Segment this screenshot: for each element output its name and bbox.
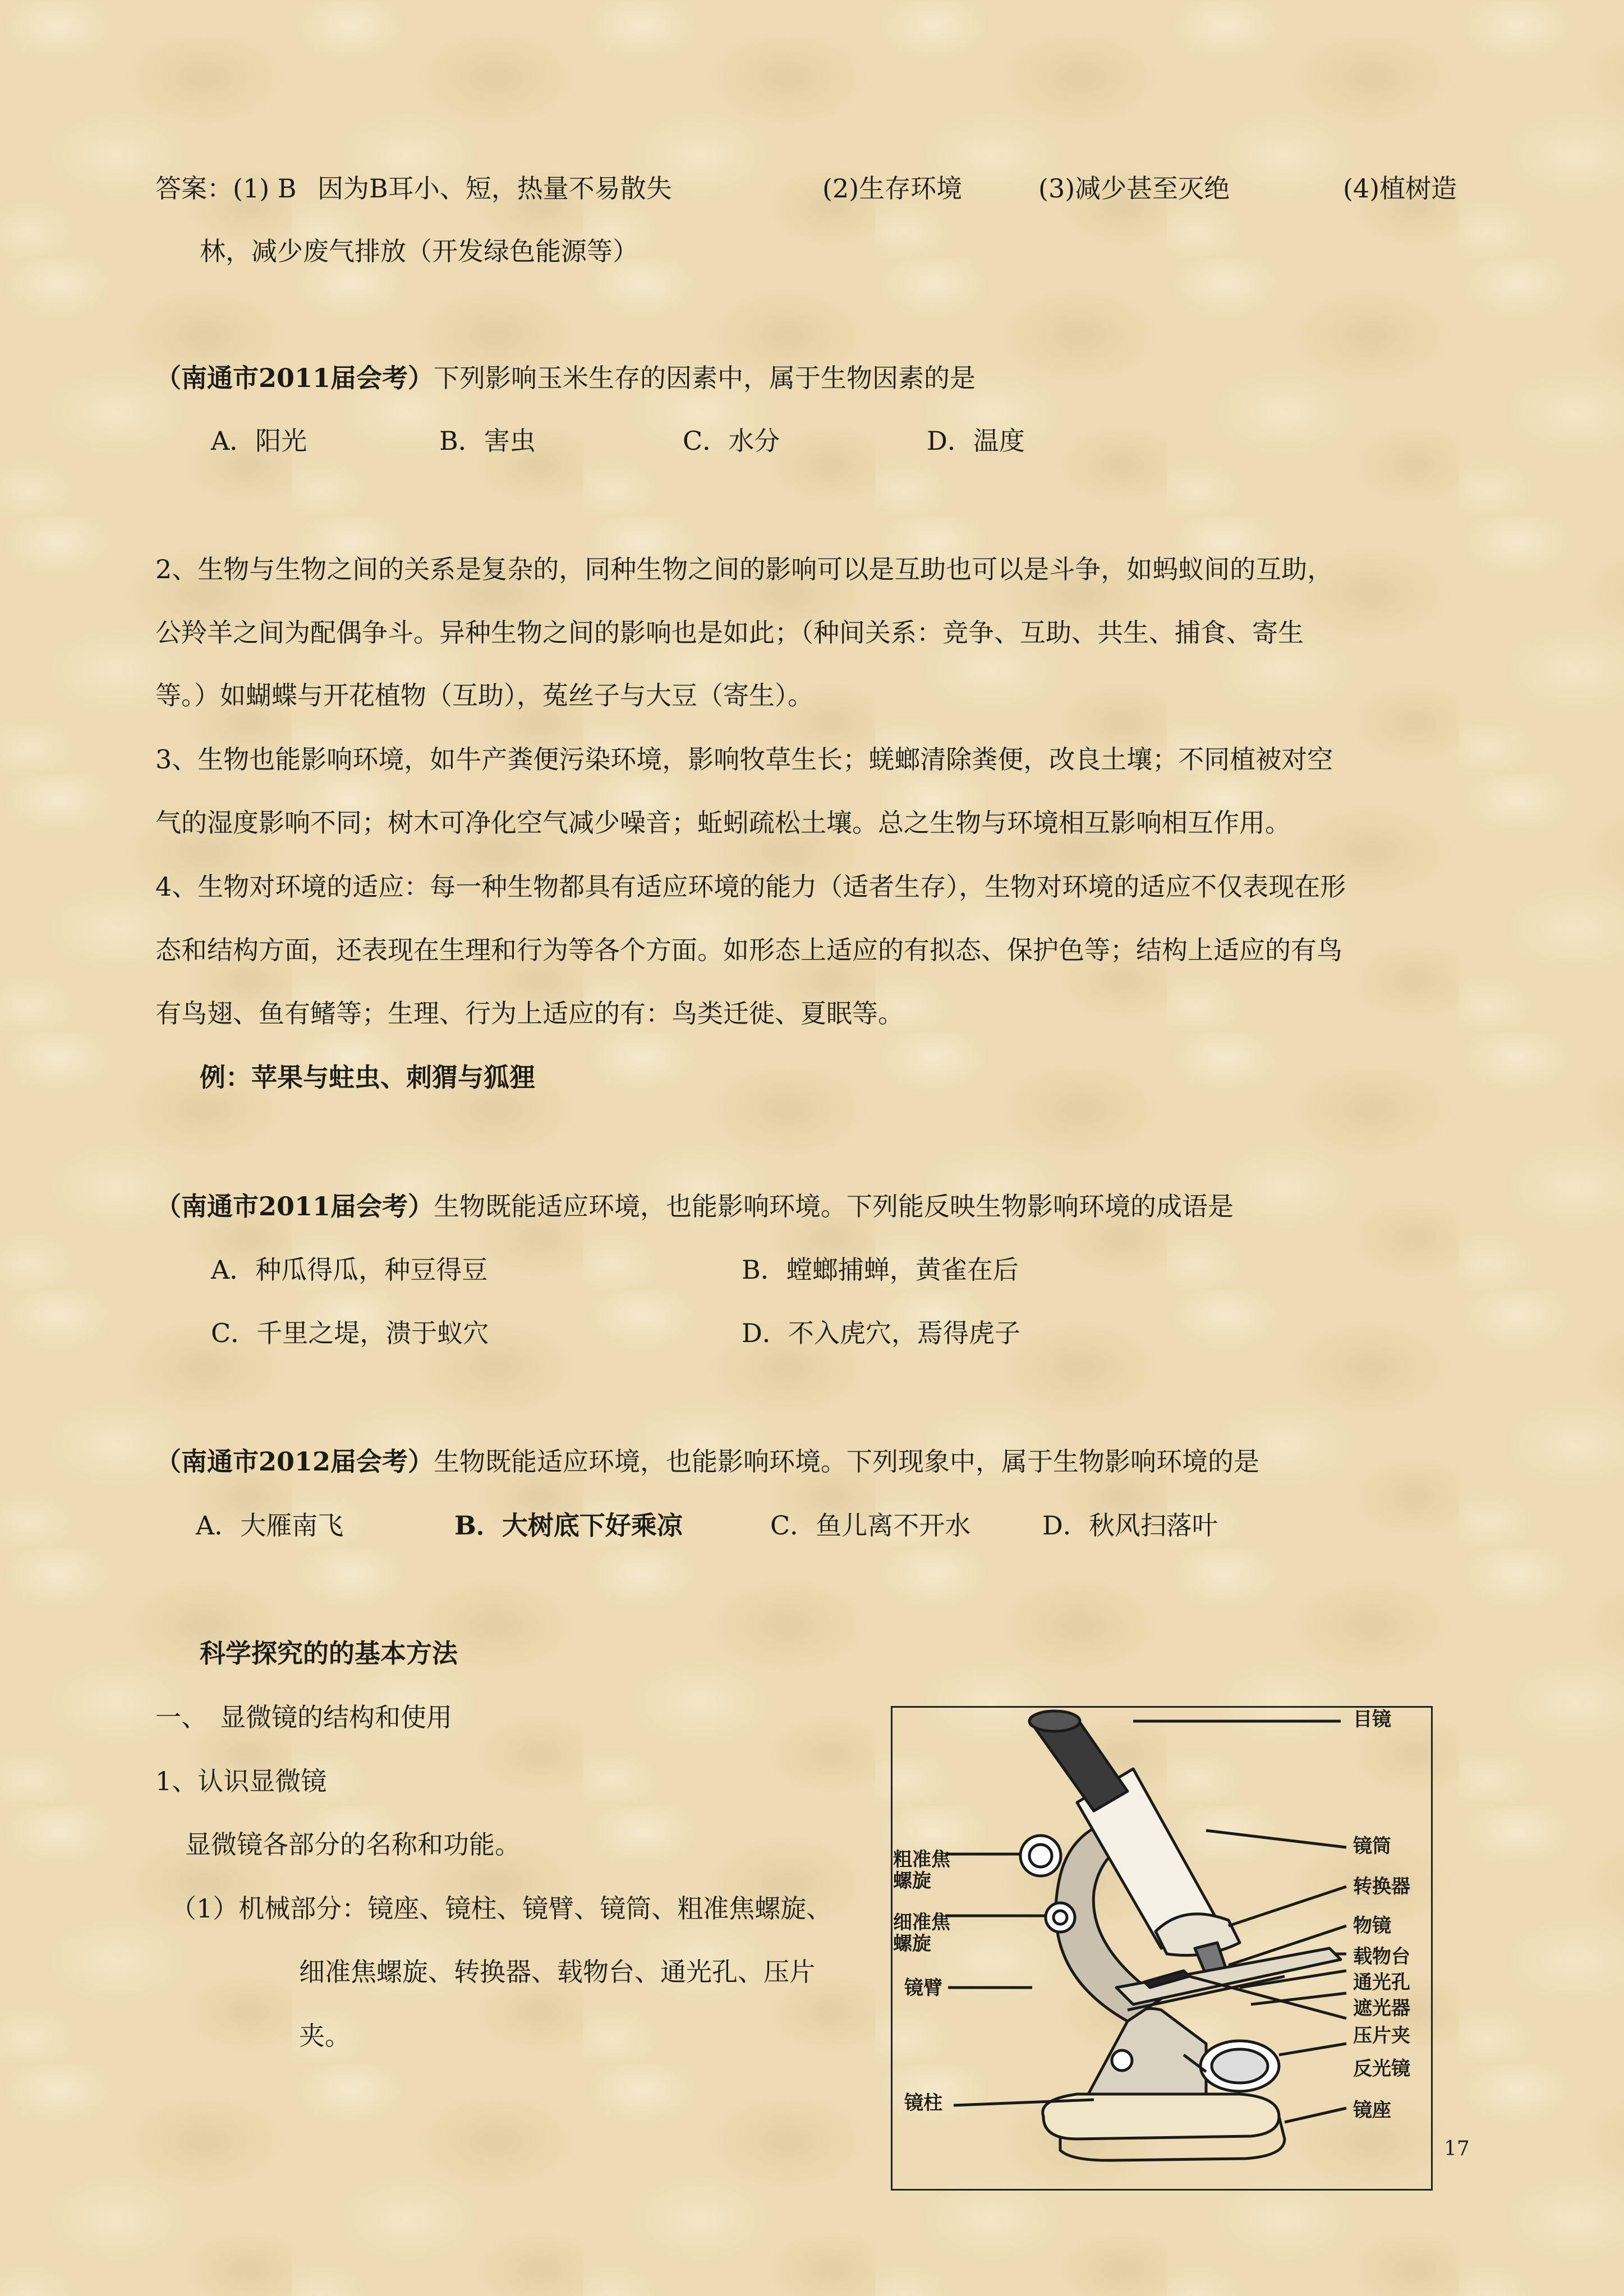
label-converter: 转换器 (1353, 1875, 1410, 1898)
para4-line1: 4、生物对环境的适应：每一种生物都具有适应环境的能力（适者生存），生物对环境的适应不仅表现在形 (155, 872, 1346, 902)
label-pillar: 镜柱 (904, 2092, 942, 2114)
q1-stem: 下列影响玉米生存的因素中，属于生物因素的是 (434, 363, 976, 393)
fine-knob-icon (1046, 1903, 1075, 1932)
subheading-know-microscope: 1、认识显微镜 (155, 1766, 327, 1796)
label-tube: 镜筒 (1353, 1835, 1391, 1857)
mech-line3: 夹。 (299, 2021, 351, 2051)
label-coarse-2: 螺旋 (893, 1870, 931, 1892)
answer-prefix: 答案：(1) B (155, 173, 297, 204)
label-coarse-1: 粗准焦 (893, 1848, 950, 1871)
q1-option-c: C．水分 (683, 426, 780, 456)
q2-source: （南通市2011届会考） (155, 1191, 434, 1221)
label-eyepiece: 目镜 (1353, 1708, 1391, 1731)
para4-line3: 有鸟翅、鱼有鳍等；生理、行为上适应的有：鸟类迁徙、夏眠等。 (155, 998, 904, 1029)
subheading-microscope: 一、 显微镜的结构和使用 (155, 1702, 452, 1732)
coarse-knob-icon (1020, 1836, 1061, 1876)
q2-stem: 生物既能适应环境，也能影响环境。下列能反映生物影响环境的成语是 (434, 1191, 1234, 1221)
label-objective: 物镜 (1353, 1915, 1391, 1937)
func-line: 显微镜各部分的名称和功能。 (185, 1829, 521, 1860)
q2-option-d: D．不入虎穴，焉得虎子 (742, 1318, 1020, 1348)
page-number: 17 (1444, 2137, 1470, 2160)
q1-option-a: A．阳光 (211, 426, 307, 456)
microscope-pillar (1088, 2009, 1206, 2095)
answer-reason: 因为B耳小、短，热量不易散失 (318, 173, 672, 204)
para2-line2: 公羚羊之间为配偶争斗。异种生物之间的影响也是如此；（种间关系：竞争、互助、共生、捕食、寄生 (155, 617, 1304, 648)
para4-line2: 态和结构方面，还表现在生理和行为等各个方面。如形态上适应的有拟态、保护色等；结构上适应的有鸟 (155, 935, 1342, 965)
label-fine-1: 细准焦 (893, 1911, 950, 1934)
q3-option-a: A．大雁南飞 (196, 1510, 344, 1541)
q2-option-a: A．种瓜得瓜，种豆得豆 (211, 1255, 488, 1285)
q1-source: （南通市2011届会考） (155, 363, 434, 393)
q2-line (155, 1190, 1234, 1223)
q3-source: （南通市2012届会考） (155, 1446, 434, 1477)
para2-line1: 2、生物与生物之间的关系是复杂的，同种生物之间的影响可以是互助也可以是斗争，如蚂蚁间的互助， (155, 554, 1333, 584)
q1-option-d: D．温度 (927, 426, 1025, 456)
label-aperture: 通光孔 (1353, 1971, 1410, 1994)
label-fine-2: 螺旋 (893, 1933, 931, 1955)
answer-part4: (4)植树造 (1343, 173, 1457, 204)
para3-line2: 气的湿度影响不同；树木可净化空气减少噪音；蚯蚓疏松土壤。总之生物与环境相互影响相互作用。 (155, 808, 1291, 838)
answer-part3: (3)减少甚至灭绝 (1038, 173, 1230, 204)
microscope-diagram (892, 1707, 1428, 2186)
q3-line (155, 1445, 1259, 1478)
label-arm: 镜臂 (904, 1977, 942, 1999)
label-mirror: 反光镜 (1353, 2058, 1410, 2080)
label-diaphragm: 遮光器 (1353, 1997, 1410, 2020)
q1-option-b: B．害虫 (439, 426, 536, 456)
para3-line1: 3、生物也能影响环境，如牛产粪便污染环境，影响牧草生长；蜣螂清除粪便，改良土壤；不同植被对空 (155, 744, 1333, 774)
q2-option-b: B．螳螂捕蝉，黄雀在后 (742, 1255, 1019, 1285)
answer-part2: (2)生存环境 (822, 173, 963, 204)
example-line: 例：苹果与蛀虫、刺猬与狐狸 (200, 1062, 535, 1092)
label-stage: 载物台 (1353, 1945, 1410, 1968)
mech-line1: （1）机械部分：镜座、镜柱、镜臂、镜筒、粗准焦螺旋、 (171, 1893, 832, 1924)
answer-line2: 林，减少废气排放（开发绿色能源等） (200, 236, 638, 266)
label-clip: 压片夹 (1353, 2025, 1410, 2047)
para2-line3: 等。）如蝴蝶与开花植物（互助），菟丝子与大豆（寄生）。 (155, 680, 813, 711)
q3-option-c: C．鱼儿离不开水 (770, 1510, 971, 1541)
q3-stem: 生物既能适应环境，也能影响环境。下列现象中，属于生物影响环境的是 (434, 1446, 1260, 1477)
q3-option-d: D．秋风扫落叶 (1042, 1510, 1218, 1541)
q2-option-c: C．千里之堤，溃于蚁穴 (211, 1318, 489, 1348)
q3-option-b: B．大树底下好乘凉 (454, 1510, 683, 1541)
label-base: 镜座 (1353, 2099, 1391, 2122)
mech-line2: 细准焦螺旋、转换器、载物台、通光孔、压片 (299, 1957, 815, 1987)
section-title: 科学探究的的基本方法 (200, 1638, 458, 1668)
q1-line (155, 361, 976, 395)
